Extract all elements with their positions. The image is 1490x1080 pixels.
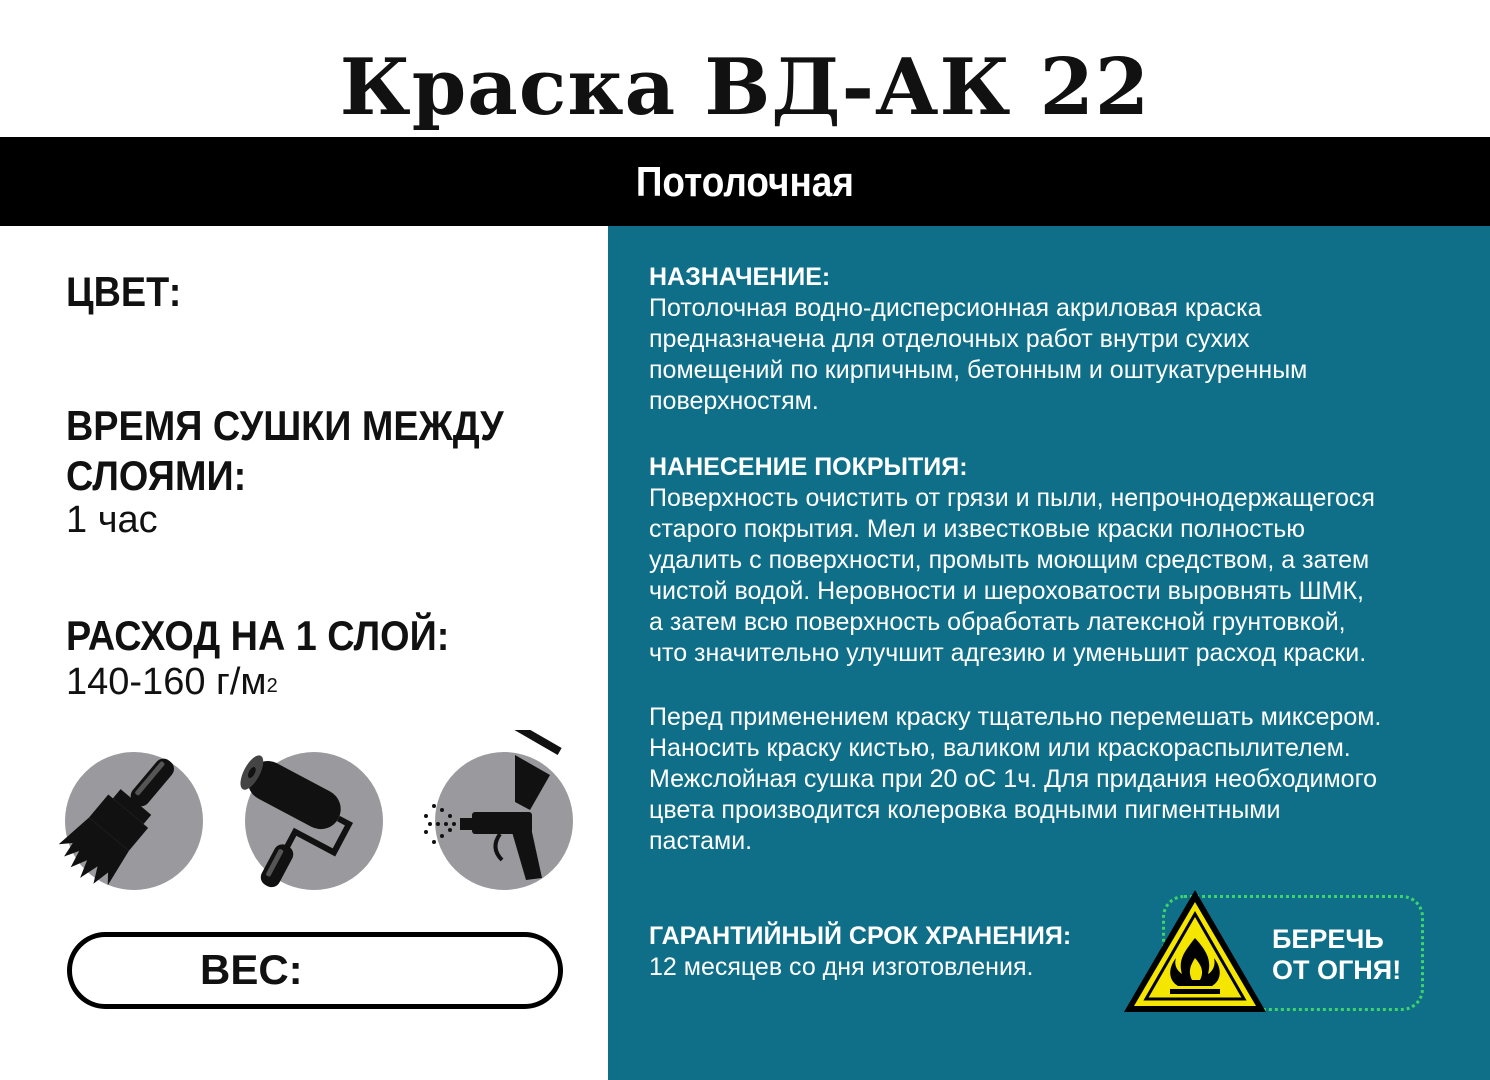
consumption-value: 140-160 $г/м^2$ [66,661,278,703]
purpose-heading: НАЗНАЧЕНИЕ: [649,263,831,291]
drying-label-line2: СЛОЯМИ: [66,452,247,499]
usage-line: Межслойная сушка при 20 оС 1ч. Для придания необходимого [649,765,1378,793]
purpose-line: поверхностям. [649,387,819,415]
application-line: что значительно улучшит адгезию и уменьшит расход краски. [649,639,1367,667]
purpose-text [649,293,1469,417]
warning-line1: БЕРЕЧЬ [1272,924,1384,954]
warning-line2: ОТ ОГНЯ! [1272,955,1402,985]
consumption-unit-sup: 2 [266,675,278,697]
application-line: Поверхность очистить от грязи и пыли, непрочнодержащегося [649,484,1375,512]
subtitle-band [0,137,1490,226]
product-title: Краска ВД-АК 22 [339,42,1151,133]
spray-gun-icon [420,730,580,890]
application-line: чистой водой. Неровности и шероховатости выровнять ШМК, [649,577,1364,605]
application-line: удалить с поверхности, промыть моющим средством, а затем [649,546,1370,574]
usage-text [649,702,1469,857]
roller-icon [228,730,388,900]
flammable-warning-icon [1120,886,1270,1016]
usage-line: Наносить краску кистью, валиком или краскораспылителем. [649,734,1351,762]
weight-box [67,932,563,1009]
purpose-line: предназначена для отделочных работ внутри сухих [649,325,1250,353]
usage-line: цвета производится колеровка водными пигментными [649,796,1281,824]
usage-line: пастами. [649,827,753,855]
weight-label: ВЕС: [200,946,303,993]
consumption-label: РАСХОД НА 1 СЛОЙ: [66,612,450,659]
application-line: а затем всю поверхность обработать латексной грунтовкой, [649,608,1346,636]
storage-value: 12 месяцев со дня изготовления. [649,953,1034,981]
usage-line: Перед применением краску тщательно перемешать миксером. [649,703,1382,731]
application-heading: НАНЕСЕНИЕ ПОКРЫТИЯ: [649,453,968,481]
warning-text [1272,924,1401,986]
application-text [649,483,1469,669]
product-subtitle: Потолочная [635,158,855,205]
purpose-line: Потолочная водно-дисперсионная акриловая краска [649,294,1262,322]
drying-value: 1 час [66,499,158,541]
brush-icon [45,730,205,900]
application-line: старого покрытия. Мел и известковые краски полностью [649,515,1306,543]
storage-heading: ГАРАНТИЙНЫЙ СРОК ХРАНЕНИЯ: [649,922,1072,950]
drying-label-line1: ВРЕМЯ СУШКИ МЕЖДУ [66,402,504,449]
purpose-line: помещений по кирпичным, бетонным и оштукатуренным [649,356,1308,384]
color-label: ЦВЕТ: [66,268,182,315]
